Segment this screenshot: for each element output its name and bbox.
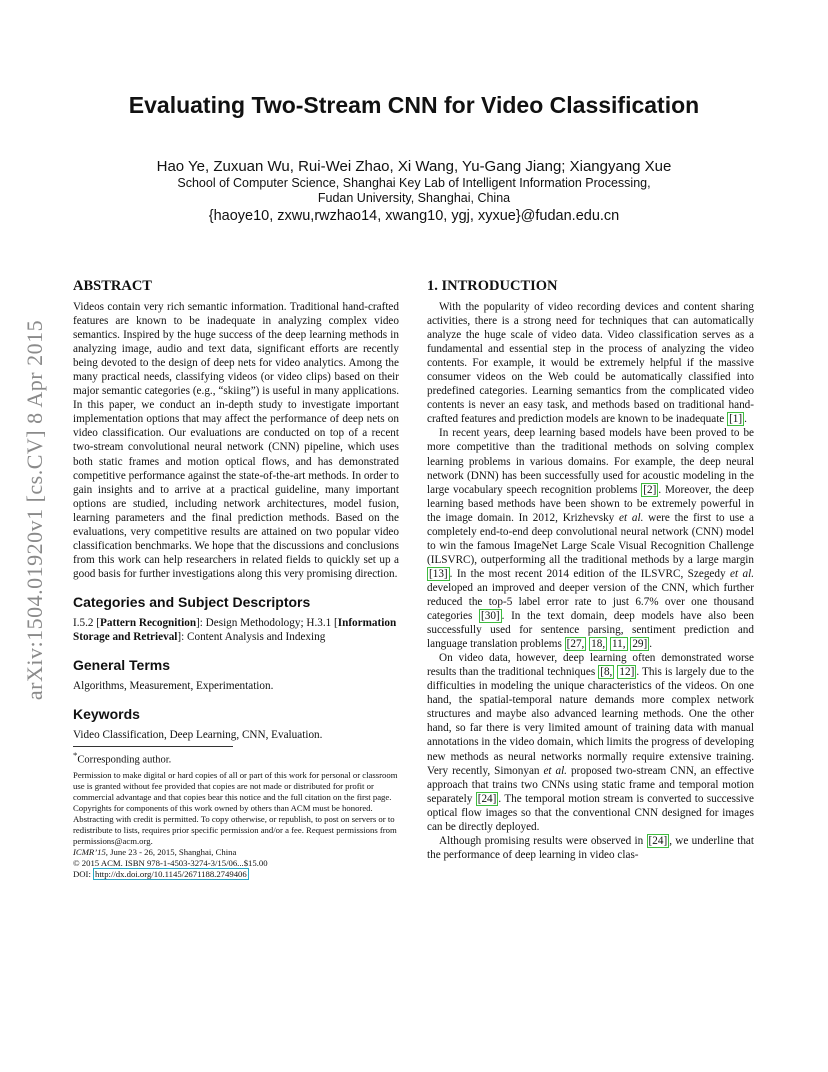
- citation-link[interactable]: 11,: [611, 638, 626, 651]
- conference-info: ICMR’15, June 23 - 26, 2015, Shanghai, China: [73, 847, 237, 858]
- citation-link[interactable]: [1]: [729, 413, 743, 426]
- doi-link[interactable]: http://dx.doi.org/10.1145/2671188.2749406: [95, 869, 247, 880]
- citation-link[interactable]: 12]: [619, 666, 635, 679]
- doi-line: DOI: http://dx.doi.org/10.1145/2671188.2749406: [73, 869, 247, 880]
- categories-heading: Categories and Subject Descriptors: [73, 593, 311, 610]
- categories-text: I.5.2 [Pattern Recognition]: Design Methodology; H.3.1 [Information Storage and Retrieval]: Content Analysis and Indexing: [73, 616, 397, 643]
- keywords-text: Video Classification, Deep Learning, CNN, Evaluation.: [73, 729, 323, 742]
- affiliation-line-2: Fudan University, Shanghai, China: [317, 191, 511, 205]
- intro-paragraph-4: Although promising results were observed in [24] , we underline that the performance of deep learning in video clas-: [427, 834, 754, 861]
- citation-link[interactable]: [30]: [481, 610, 500, 623]
- right-column: [427, 278, 754, 862]
- general-terms-heading: General Terms: [73, 657, 171, 674]
- intro-paragraph-3: On video data, however, deep learning often demonstrated worse results than the traditional techniques [8, 12] . This is largely due to the difficulties in modeling the unique characteristics of the videos. On one hand, the spatial-temporal nature demands more complex network structures and maybe also advanced learning methods. One the other hand, so far there is very limited amount of training data with manual annotations in the video domain, which limits the progress of developing new methods as neural networks normally require extensive training. Very recently, Simonyan et al. proposed two-stream CNN, an effective approach that trains two CNNs using static frame and temporal motion separately [24] . The temporal motion stream is converted to successive optical flow images so that the conventional CNN designed for images can be directly deployed.: [427, 652, 754, 833]
- affiliation-line-1: School of Computer Science, Shanghai Key Lab of Intelligent Information Processing,: [177, 176, 651, 190]
- abstract-text: Videos contain very rich semantic information. Traditional hand-crafted features are known to be inadequate in analyzing complex video semantics. Inspired by the huge success of the deep learning methods in analyzing image, audio and text data, significant efforts are recently being devoted to the design of deep nets for video analytics. Among the many practical needs, classifying videos (or video clips) based on their major semantic categories (e.g., “skiing”) is useful in many applications. In this paper, we conduct an in-depth study to investigate important implementation options that may affect the performance of deep nets on video classification. Our evaluations are conducted on top of a recent two-stream convolutional neural network (CNN) pipeline, which uses both static frames and motion optical flows, and has demonstrated competitive performance against the state-of-the-art methods. In order to gain insights and to arrive at a practical guideline, many important options are studied, including network architectures, model fusion, learning parameters and the final prediction methods. Based on the evaluations, very competitive results are attained on two popular video classification benchmarks. We hope that the discussions and conclusions from this work can help researchers in related fields to quickly set up a good basis for further investigations along this very promising direction.: [73, 301, 399, 580]
- citation-link[interactable]: [24]: [477, 792, 497, 805]
- citation-link[interactable]: 29]: [632, 638, 648, 651]
- category-pattern-recognition: Pattern Recognition: [100, 616, 197, 629]
- general-terms-text: Algorithms, Measurement, Experimentation.: [73, 680, 274, 693]
- intro-paragraph-1: With the popularity of video recording devices and content sharing activities, there is a strong need for techniques that can automatically analyze the huge scale of video data. Video classification serves as a fundamental and essential step in the process of analyzing the video contents. For example, it would be extremely helpful if the massive consumer videos on the Web could be automatically classified into predefined categories. Learning semantics from the complicated video contents is never an easy task, and methods based on traditional hand-crafted features and prediction models are known to be inadequate [1] .: [427, 301, 754, 426]
- citation-link[interactable]: [27,: [566, 638, 585, 651]
- citation-link[interactable]: [13]: [429, 567, 448, 580]
- citation-link[interactable]: [2]: [643, 483, 657, 496]
- citation-link[interactable]: [24]: [648, 834, 668, 847]
- paper-title: Evaluating Two-Stream CNN for Video Classification: [128, 92, 700, 118]
- author-block: [0, 157, 828, 226]
- permission-notice: Permission to make digital or hard copies of all or part of this work for personal or classroom use is granted without fee provided that copies are not made or distributed for profit or commercial advantage and that copies bear this notice and the full citation on the first page. Copyrights for components of this work owned by others than ACM must be honored. Abstracting with credit is permitted. To copy otherwise, or republish, to post on servers or to redistribute to lists, requires prior specific permission and/or a fee. Request permissions from permissions@acm.org.: [73, 769, 398, 847]
- introduction-heading: 1. INTRODUCTION: [427, 278, 558, 294]
- intro-paragraph-2: In recent years, deep learning based models have been proved to be more competitive than the traditional methods on solving complex learning problems in various domains. For example, the deep neural network (DNN) has been successfully used for acoustic modeling in the large vocabulary speech recognition problems [2] . Moreover, the deep learning based methods have been shown to be extremely powerful in the image domain. In 2012, Krizhevsky et al. were the first to use a completely end-to-end deep convolutional neural network (CNN) model to win the famous ImageNet Large Scale Visual Recognition Challenge (ILSVRC), outperforming all the traditional methods by a large margin [13] . In the most recent 2014 edition of the ILSVRC, Szegedy et al. developed an improved and deeper version of the CNN, which further reduced the top-5 label error rate to just 6.7% over one thousand categories [30] . In the text domain, deep models have also been successfully used for sentence parsing, sentiment prediction and language translation problems [27, 18, 11, 29] .: [427, 427, 755, 651]
- footnote-divider: [73, 746, 233, 747]
- citation-link[interactable]: 18,: [591, 638, 606, 651]
- corresponding-author-footnote: *Corresponding author.: [73, 750, 172, 766]
- citation-link[interactable]: [8,: [600, 666, 613, 679]
- arxiv-identifier-stamp: [20, 300, 50, 720]
- author-emails: {haoye10, zxwu,rwzhao14, xwang10, ygj, xyxue}@fudan.edu.cn: [208, 208, 620, 224]
- author-list: Hao Ye, Zuxuan Wu, Rui-Wei Zhao, Xi Wang, Yu-Gang Jiang; Xiangyang Xue: [156, 158, 672, 175]
- abstract-heading: ABSTRACT: [73, 278, 152, 294]
- arxiv-id-text: arXiv:1504.01920v1 [cs.CV] 8 Apr 2015: [22, 319, 47, 701]
- copyright-line: © 2015 ACM. ISBN 978-1-4503-3274-3/15/06...$15.00: [73, 858, 268, 869]
- category-information-storage: Information Storage and Retrieval: [73, 616, 397, 643]
- left-column: [73, 278, 399, 881]
- keywords-heading: Keywords: [73, 706, 140, 723]
